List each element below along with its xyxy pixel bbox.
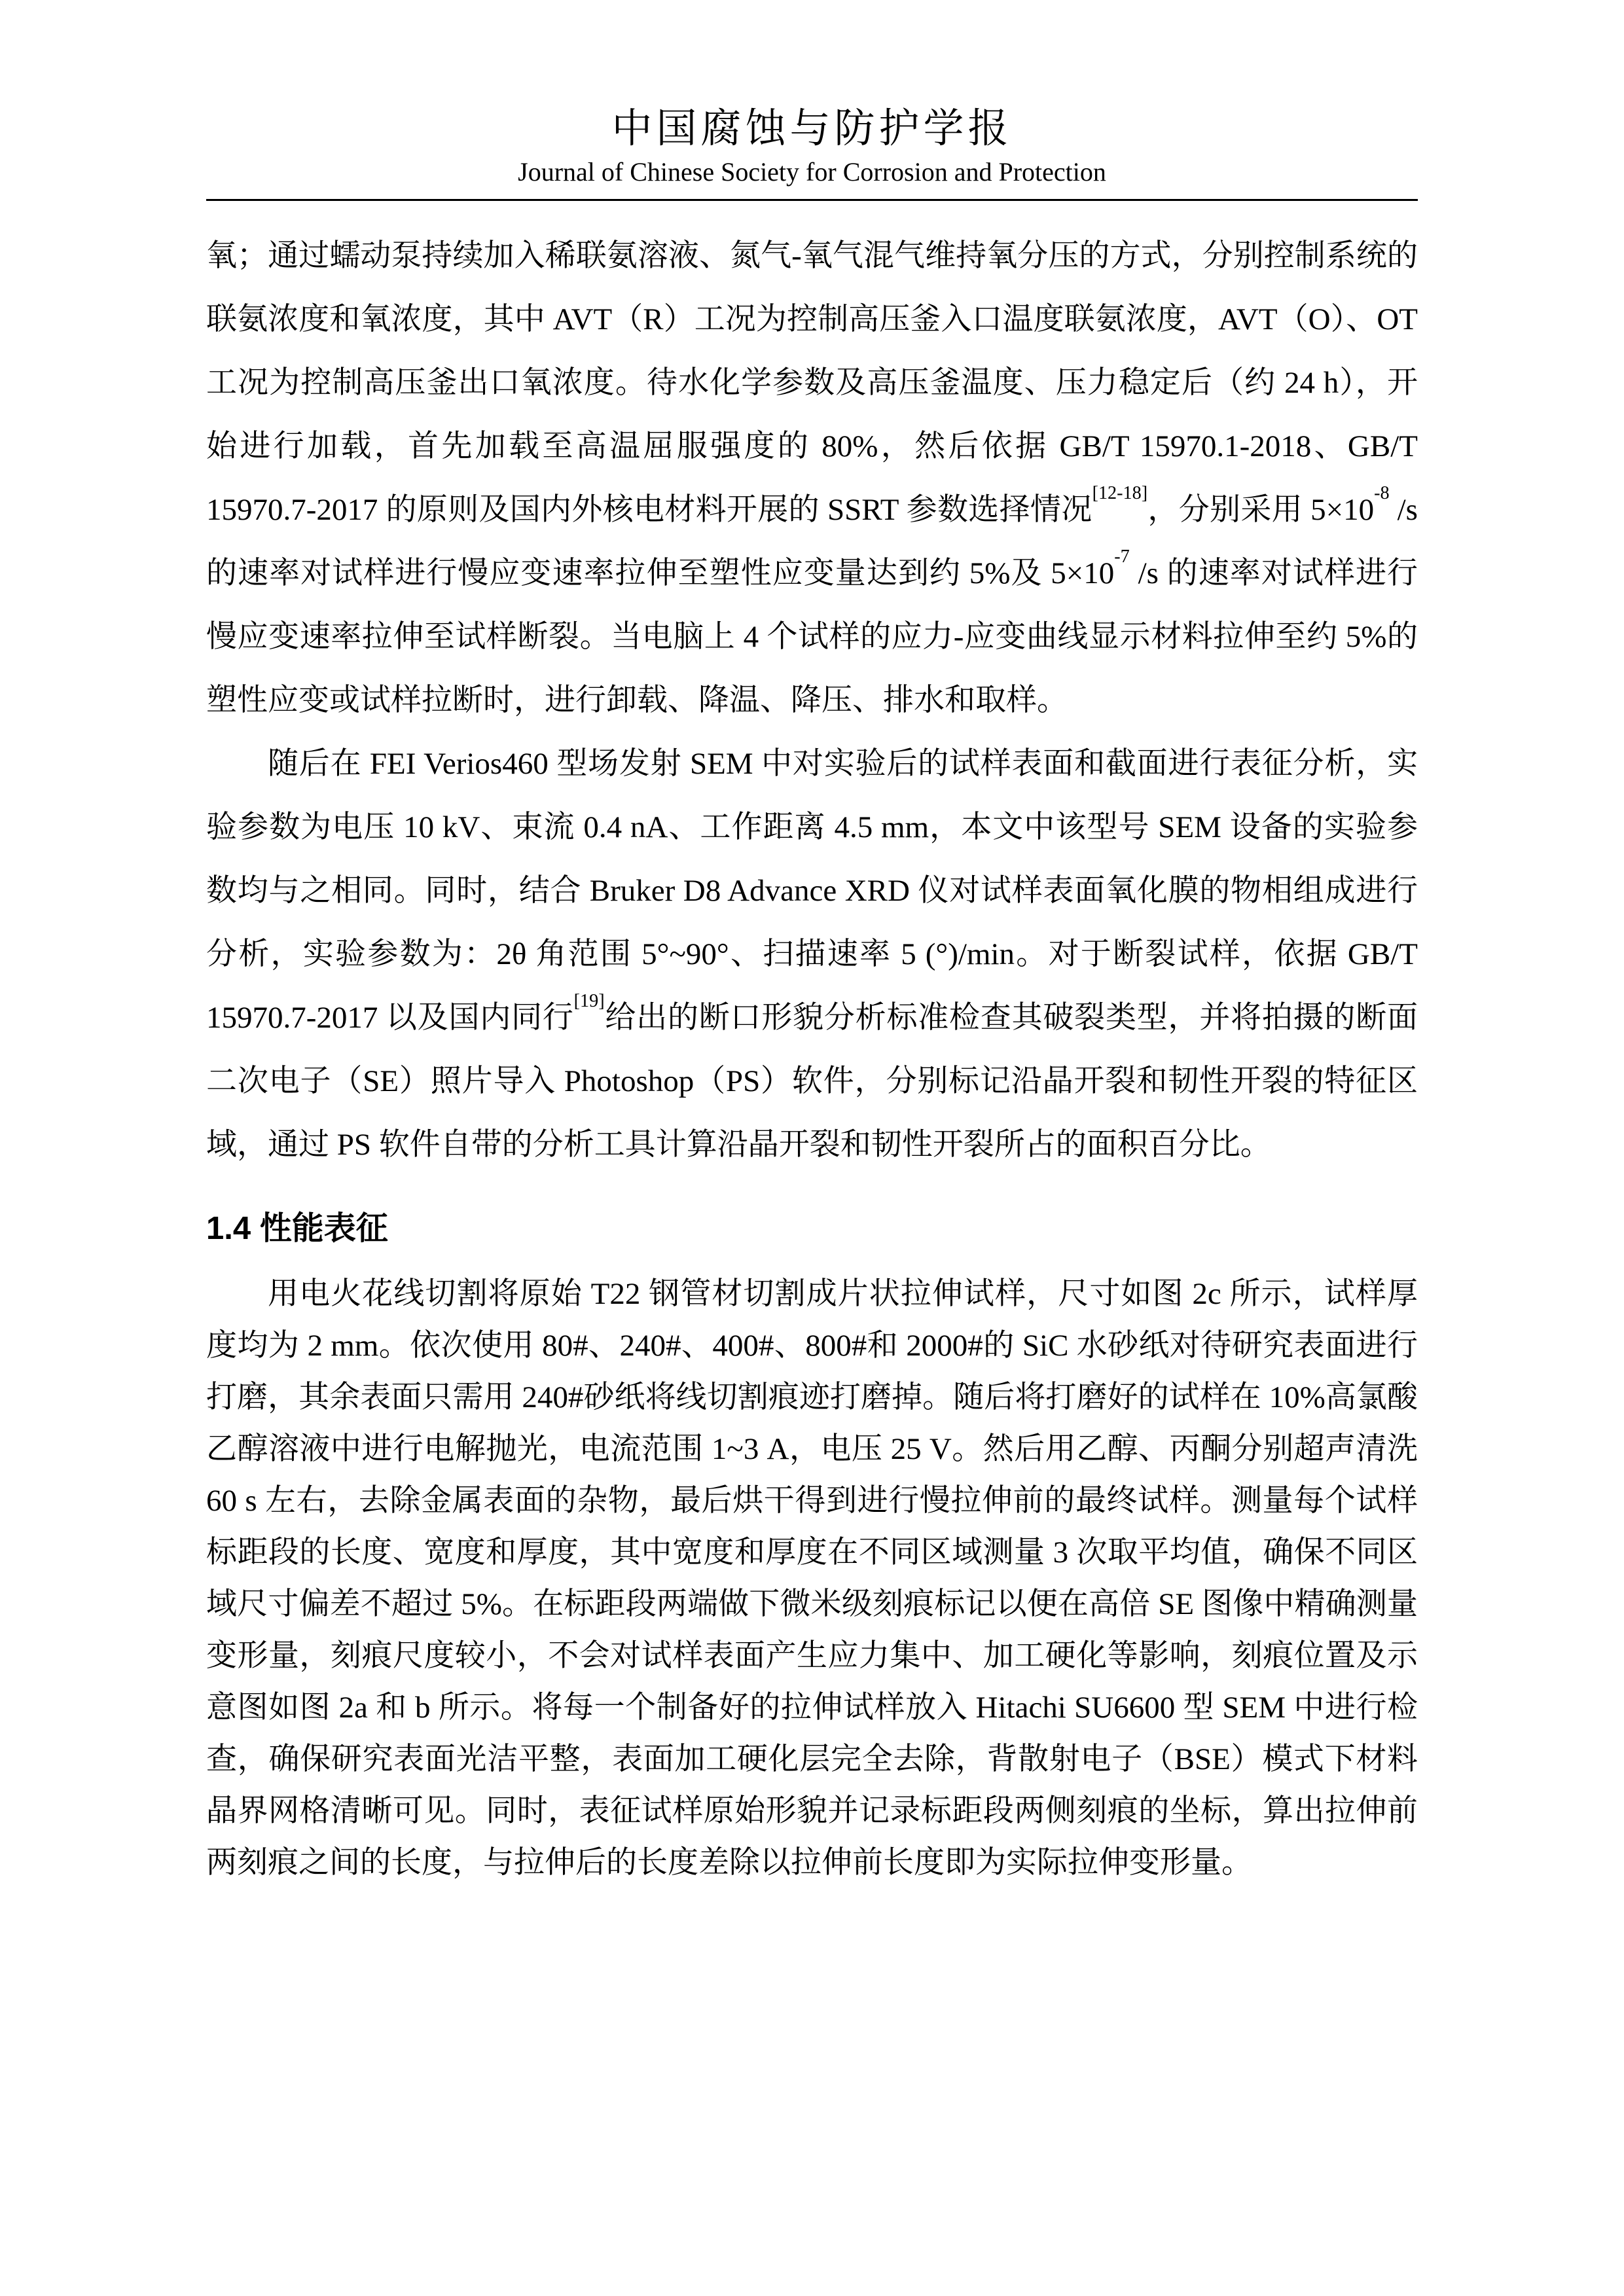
- body-paragraph-1: [206, 224, 1418, 732]
- journal-title-en: Journal of Chinese Society for Corrosion and Protection: [518, 157, 1106, 187]
- page-body: [206, 224, 1418, 1889]
- text-run: 随后在 FEI Verios460 型场发射 SEM 中对实验后的试样表面和截面进行表征分析，实验参数为电压 10 kV、束流 0.4 nA、工作距离 4.5 mm，本文中该型号 SEM 设备的实验参数均与之相同。同时，结合 Bruker D8 Advance XRD 仪对试样表面氧化膜的物相组成进行分析，实验参数为：2θ 角范围 5°~90°、扫描速率 5 (°)/min。对于断裂试样，依据 GB/T 15970.7-2017 以及国内同行: [206, 747, 1418, 1035]
- text-run: ，分别采用 5×10: [1147, 493, 1375, 528]
- superscript-reference: [12-18]: [1092, 483, 1148, 504]
- text-run: /s 的速率对试样进行慢应变速率拉伸至试样断裂。当电脑上 4 个试样的应力-应变曲线显示材料拉伸至约 5%的塑性应变或试样拉断时，进行卸载、降温、降压、排水和取样。: [206, 556, 1418, 718]
- journal-title-zh: 中国腐蚀与防护学报: [611, 107, 1013, 151]
- text-run: 氧；通过蠕动泵持续加入稀联氨溶液、氮气-氧气混气维持氧分压的方式，分别控制系统的联氨浓度和氧浓度，其中 AVT（R）工况为控制高压釜入口温度联氨浓度，AVT（O）、OT 工况为控制高压釜出口氧浓度。待水化学参数及高压釜温度、压力稳定后（约 24 h），开始进行加载，首先加载至高温屈服强度的 80%，然后依据 GB/T 15970.1-2018、GB/T 15970.7-2017 的原则及国内外核电材料开展的 SSRT 参数选择情况: [206, 239, 1418, 528]
- header-rule: [206, 199, 1418, 201]
- text-run: 用电火花线切割将原始 T22 钢管材切割成片状拉伸试样，尺寸如图 2c 所示，试样厚度均为 2 mm。依次使用 80#、240#、400#、800#和 2000#的 SiC 水砂纸对待研究表面进行打磨，其余表面只需用 240#砂纸将线切割痕迹打磨掉。随后将打磨好的试样在 10%高氯酸乙醇溶液中进行电解抛光，电流范围 1~3 A，电压 25 V。然后用乙醇、丙酮分别超声清洗 60 s 左右，去除金属表面的杂物，最后烘干得到进行慢拉伸前的最终试样。测量每个试样标距段的长度、宽度和厚度，其中宽度和厚度在不同区域测量 3 次取平均值，确保不同区域尺寸偏差不超过 5%。在标距段两端做下微米级刻痕标记以便在高倍 SE 图像中精确测量变形量，刻痕尺度较小，不会对试样表面产生应力集中、加工硬化等影响，刻痕位置及示意图如图 2a 和 b 所示。将每一个制备好的拉伸试样放入 Hitachi SU6600 型 SEM 中进行检查，确保研究表面光洁平整，表面加工硬化层完全去除，背散射电子（BSE）模式下材料晶界网格清晰可见。同时，表征试样原始形貌并记录标距段两侧刻痕的坐标，算出拉伸前两刻痕之间的长度，与拉伸后的长度差除以拉伸前长度即为实际拉伸变形量。: [206, 1277, 1418, 1880]
- section-heading: [206, 1208, 1418, 1250]
- text-run: 给出的断口形貌分析标准检查其破裂类型，并将拍摄的断面二次电子（SE）照片导入 Photoshop（PS）软件，分别标记沿晶开裂和韧性开裂的特征区域，通过 PS 软件自带的分析工具计算沿晶开裂和韧性开裂所占的面积百分比。: [206, 1001, 1418, 1162]
- text-run: 1.4 性能表征: [206, 1211, 388, 1247]
- text-run: /s 的速率对试样进行慢应变速率拉伸至塑性应变量达到约 5%及 5×10: [206, 493, 1418, 591]
- body-paragraph-4: [206, 1268, 1418, 1889]
- superscript-reference: -8: [1374, 483, 1390, 504]
- body-paragraph-2: [206, 732, 1418, 1177]
- superscript-reference: [19]: [573, 991, 605, 1012]
- superscript-reference: -7: [1114, 547, 1130, 567]
- journal-header: [206, 105, 1418, 201]
